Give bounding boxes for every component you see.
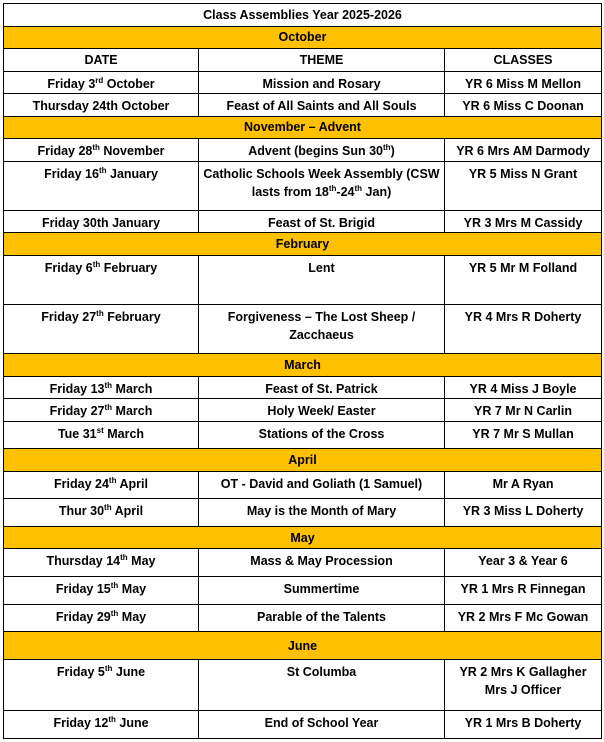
cell-text: Friday 28 xyxy=(37,144,93,159)
cell-text: YR 7 Mr N Carlin xyxy=(474,404,572,419)
cell-text: YR 7 Mr S Mullan xyxy=(472,426,574,441)
cell-text: YR 4 Mrs R Doherty xyxy=(464,309,582,324)
classes-cell xyxy=(445,71,602,94)
classes-cell xyxy=(445,255,602,304)
date-cell xyxy=(4,499,199,527)
header-theme: THEME xyxy=(199,49,445,72)
cell-text: Friday 29 xyxy=(55,609,111,624)
cell-text: April xyxy=(111,504,144,519)
cell-text: November xyxy=(99,144,165,159)
month-heading: November – Advent xyxy=(4,116,602,139)
table-body xyxy=(4,4,602,739)
theme-cell xyxy=(199,711,445,739)
ordinal-suffix: th xyxy=(98,165,107,175)
cell-text: May xyxy=(118,582,147,597)
assembly-row xyxy=(4,659,602,710)
theme-cell xyxy=(199,659,445,710)
classes-cell xyxy=(445,421,602,449)
cell-text: End of School Year xyxy=(264,716,379,731)
cell-text: Summertime xyxy=(283,582,360,597)
header-date: DATE xyxy=(4,49,199,72)
title-row xyxy=(4,4,602,27)
theme-cell xyxy=(199,399,445,422)
cell-text: YR 2 Mrs F Mc Gowan xyxy=(457,609,589,624)
cell-text: October xyxy=(103,76,155,91)
cell-text: Friday 5 xyxy=(56,664,105,679)
assembly-row xyxy=(4,71,602,94)
theme-cell xyxy=(199,376,445,399)
cell-text: YR 6 Mrs AM Darmody xyxy=(456,144,590,159)
cell-text: Friday 27 xyxy=(49,404,105,419)
date-cell xyxy=(4,210,199,233)
assembly-row xyxy=(4,94,602,117)
date-cell xyxy=(4,161,199,210)
classes-cell xyxy=(445,577,602,605)
cell-text: YR 1 Mrs R Finnegan xyxy=(460,582,586,597)
theme-cell xyxy=(199,94,445,117)
date-cell xyxy=(4,71,199,94)
cell-text: Thur 30 xyxy=(58,504,105,519)
cell-text: Feast of St. Patrick xyxy=(265,381,378,396)
ordinal-suffix: th xyxy=(328,183,337,193)
cell-text: Friday 24 xyxy=(54,476,109,491)
assemblies-table xyxy=(3,3,602,739)
classes-cell xyxy=(445,210,602,233)
cell-text: Tue 31 xyxy=(57,426,97,441)
ordinal-suffix: th xyxy=(92,142,100,152)
month-heading: April xyxy=(4,449,602,472)
assembly-row xyxy=(4,471,602,499)
cell-text: Catholic Schools Week Assembly (CSW lasts from 18 xyxy=(203,166,440,199)
ordinal-suffix: th xyxy=(92,259,101,269)
assembly-row xyxy=(4,255,602,304)
cell-text: April xyxy=(116,476,148,491)
date-cell xyxy=(4,304,199,353)
header-classes: CLASSES xyxy=(445,49,602,72)
date-cell xyxy=(4,471,199,499)
cell-text: YR 3 Miss L Doherty xyxy=(462,504,584,519)
month-heading: February xyxy=(4,233,602,256)
date-cell xyxy=(4,139,199,162)
classes-cell xyxy=(445,139,602,162)
month-row xyxy=(4,632,602,660)
classes-cell xyxy=(445,161,602,210)
cell-text: OT - David and Goliath (1 Samuel) xyxy=(220,476,423,491)
theme-cell xyxy=(199,161,445,210)
cell-text: Lent xyxy=(308,260,335,275)
classes-cell xyxy=(445,711,602,739)
cell-text: Stations of the Cross xyxy=(258,426,385,441)
cell-text: YR 2 Mrs K Gallagher Mrs J Officer xyxy=(459,664,587,697)
cell-text: Feast of All Saints and All Souls xyxy=(226,99,417,114)
month-heading: March xyxy=(4,354,602,377)
assembly-row xyxy=(4,577,602,605)
header-row xyxy=(4,49,602,72)
classes-cell xyxy=(445,376,602,399)
theme-cell xyxy=(199,604,445,632)
cell-text: March xyxy=(103,426,145,441)
cell-text: Thursday 24th October xyxy=(32,99,170,114)
month-row xyxy=(4,354,602,377)
cell-text: -24 xyxy=(336,184,355,199)
classes-cell xyxy=(445,659,602,710)
assembly-row xyxy=(4,210,602,233)
theme-cell xyxy=(199,421,445,449)
cell-text: YR 1 Mrs B Doherty xyxy=(464,716,582,731)
cell-text: YR 6 Miss M Mellon xyxy=(465,76,581,91)
cell-text: Forgiveness – The Lost Sheep / Zacchaeus xyxy=(227,309,416,342)
ordinal-suffix: th xyxy=(354,183,363,193)
cell-text: Mr A Ryan xyxy=(492,476,554,491)
ordinal-suffix: th xyxy=(110,608,119,618)
assembly-row xyxy=(4,549,602,577)
classes-cell xyxy=(445,499,602,527)
cell-text: Friday 27 xyxy=(41,309,97,324)
ordinal-suffix: th xyxy=(110,580,119,590)
ordinal-suffix: th xyxy=(108,475,117,485)
cell-text: Jan) xyxy=(362,184,392,199)
classes-cell xyxy=(445,399,602,422)
date-cell xyxy=(4,421,199,449)
theme-cell xyxy=(199,139,445,162)
assembly-row xyxy=(4,161,602,210)
date-cell xyxy=(4,94,199,117)
theme-cell xyxy=(199,71,445,94)
assembly-row xyxy=(4,711,602,739)
ordinal-suffix: th xyxy=(96,308,104,318)
assembly-row xyxy=(4,376,602,399)
assembly-row xyxy=(4,421,602,449)
classes-cell xyxy=(445,471,602,499)
month-heading: October xyxy=(4,26,602,49)
cell-text: March xyxy=(112,381,153,396)
date-cell xyxy=(4,399,199,422)
date-cell xyxy=(4,549,199,577)
cell-text: Year 3 & Year 6 xyxy=(478,554,568,569)
theme-cell xyxy=(199,549,445,577)
ordinal-suffix: th xyxy=(104,380,113,390)
month-row xyxy=(4,26,602,49)
ordinal-suffix: th xyxy=(104,503,112,513)
date-cell xyxy=(4,659,199,710)
ordinal-suffix: th xyxy=(383,142,391,152)
theme-cell xyxy=(199,304,445,353)
cell-text: Friday 6 xyxy=(44,260,93,275)
ordinal-suffix: th xyxy=(108,714,116,724)
cell-text: March xyxy=(112,404,153,419)
assembly-row xyxy=(4,499,602,527)
theme-cell xyxy=(199,210,445,233)
month-row xyxy=(4,116,602,139)
cell-text: Friday 30th January xyxy=(41,215,161,230)
cell-text: YR 6 Miss C Doonan xyxy=(462,99,584,114)
cell-text: St Columba xyxy=(286,664,357,679)
assembly-row xyxy=(4,604,602,632)
table-title: Class Assemblies Year 2025-2026 xyxy=(4,4,602,27)
cell-text: June xyxy=(115,716,149,731)
cell-text: June xyxy=(112,664,146,679)
cell-text: May xyxy=(127,554,156,569)
cell-text: Mass & May Procession xyxy=(250,554,393,569)
cell-text: Parable of the Talents xyxy=(257,609,386,624)
cell-text: Friday 12 xyxy=(53,716,109,731)
cell-text: ) xyxy=(390,144,395,159)
classes-cell xyxy=(445,549,602,577)
month-heading: May xyxy=(4,526,602,549)
cell-text: Feast of St. Brigid xyxy=(268,215,375,230)
date-cell xyxy=(4,376,199,399)
cell-text: May is the Month of Mary xyxy=(246,504,397,519)
theme-cell xyxy=(199,255,445,304)
cell-text: YR 3 Mrs M Cassidy xyxy=(463,215,583,230)
date-cell xyxy=(4,577,199,605)
classes-cell xyxy=(445,604,602,632)
cell-text: YR 5 Miss N Grant xyxy=(468,166,578,181)
ordinal-suffix: th xyxy=(120,553,128,563)
date-cell xyxy=(4,711,199,739)
cell-text: February xyxy=(100,260,158,275)
date-cell xyxy=(4,255,199,304)
classes-cell xyxy=(445,94,602,117)
cell-text: February xyxy=(103,309,161,324)
cell-text: Friday 3 xyxy=(47,76,96,91)
cell-text: Friday 15 xyxy=(55,582,111,597)
assembly-row xyxy=(4,139,602,162)
month-row xyxy=(4,526,602,549)
cell-text: Friday 16 xyxy=(44,166,99,181)
ordinal-suffix: th xyxy=(104,402,113,412)
theme-cell xyxy=(199,499,445,527)
assembly-row xyxy=(4,304,602,353)
classes-cell xyxy=(445,304,602,353)
theme-cell xyxy=(199,471,445,499)
cell-text: January xyxy=(106,166,158,181)
ordinal-suffix: th xyxy=(104,663,113,673)
month-heading: June xyxy=(4,632,602,660)
ordinal-suffix: rd xyxy=(95,75,104,85)
assembly-row xyxy=(4,399,602,422)
cell-text: YR 4 Miss J Boyle xyxy=(469,381,577,396)
cell-text: May xyxy=(118,609,147,624)
month-row xyxy=(4,449,602,472)
date-cell xyxy=(4,604,199,632)
cell-text: YR 5 Mr M Folland xyxy=(468,260,578,275)
cell-text: Holy Week/ Easter xyxy=(267,404,376,419)
theme-cell xyxy=(199,577,445,605)
cell-text: Mission and Rosary xyxy=(262,76,381,91)
ordinal-suffix: st xyxy=(96,425,104,435)
cell-text: Friday 13 xyxy=(49,381,105,396)
month-row xyxy=(4,233,602,256)
cell-text: Advent (begins Sun 30 xyxy=(248,144,383,159)
cell-text: Thursday 14 xyxy=(46,554,121,569)
